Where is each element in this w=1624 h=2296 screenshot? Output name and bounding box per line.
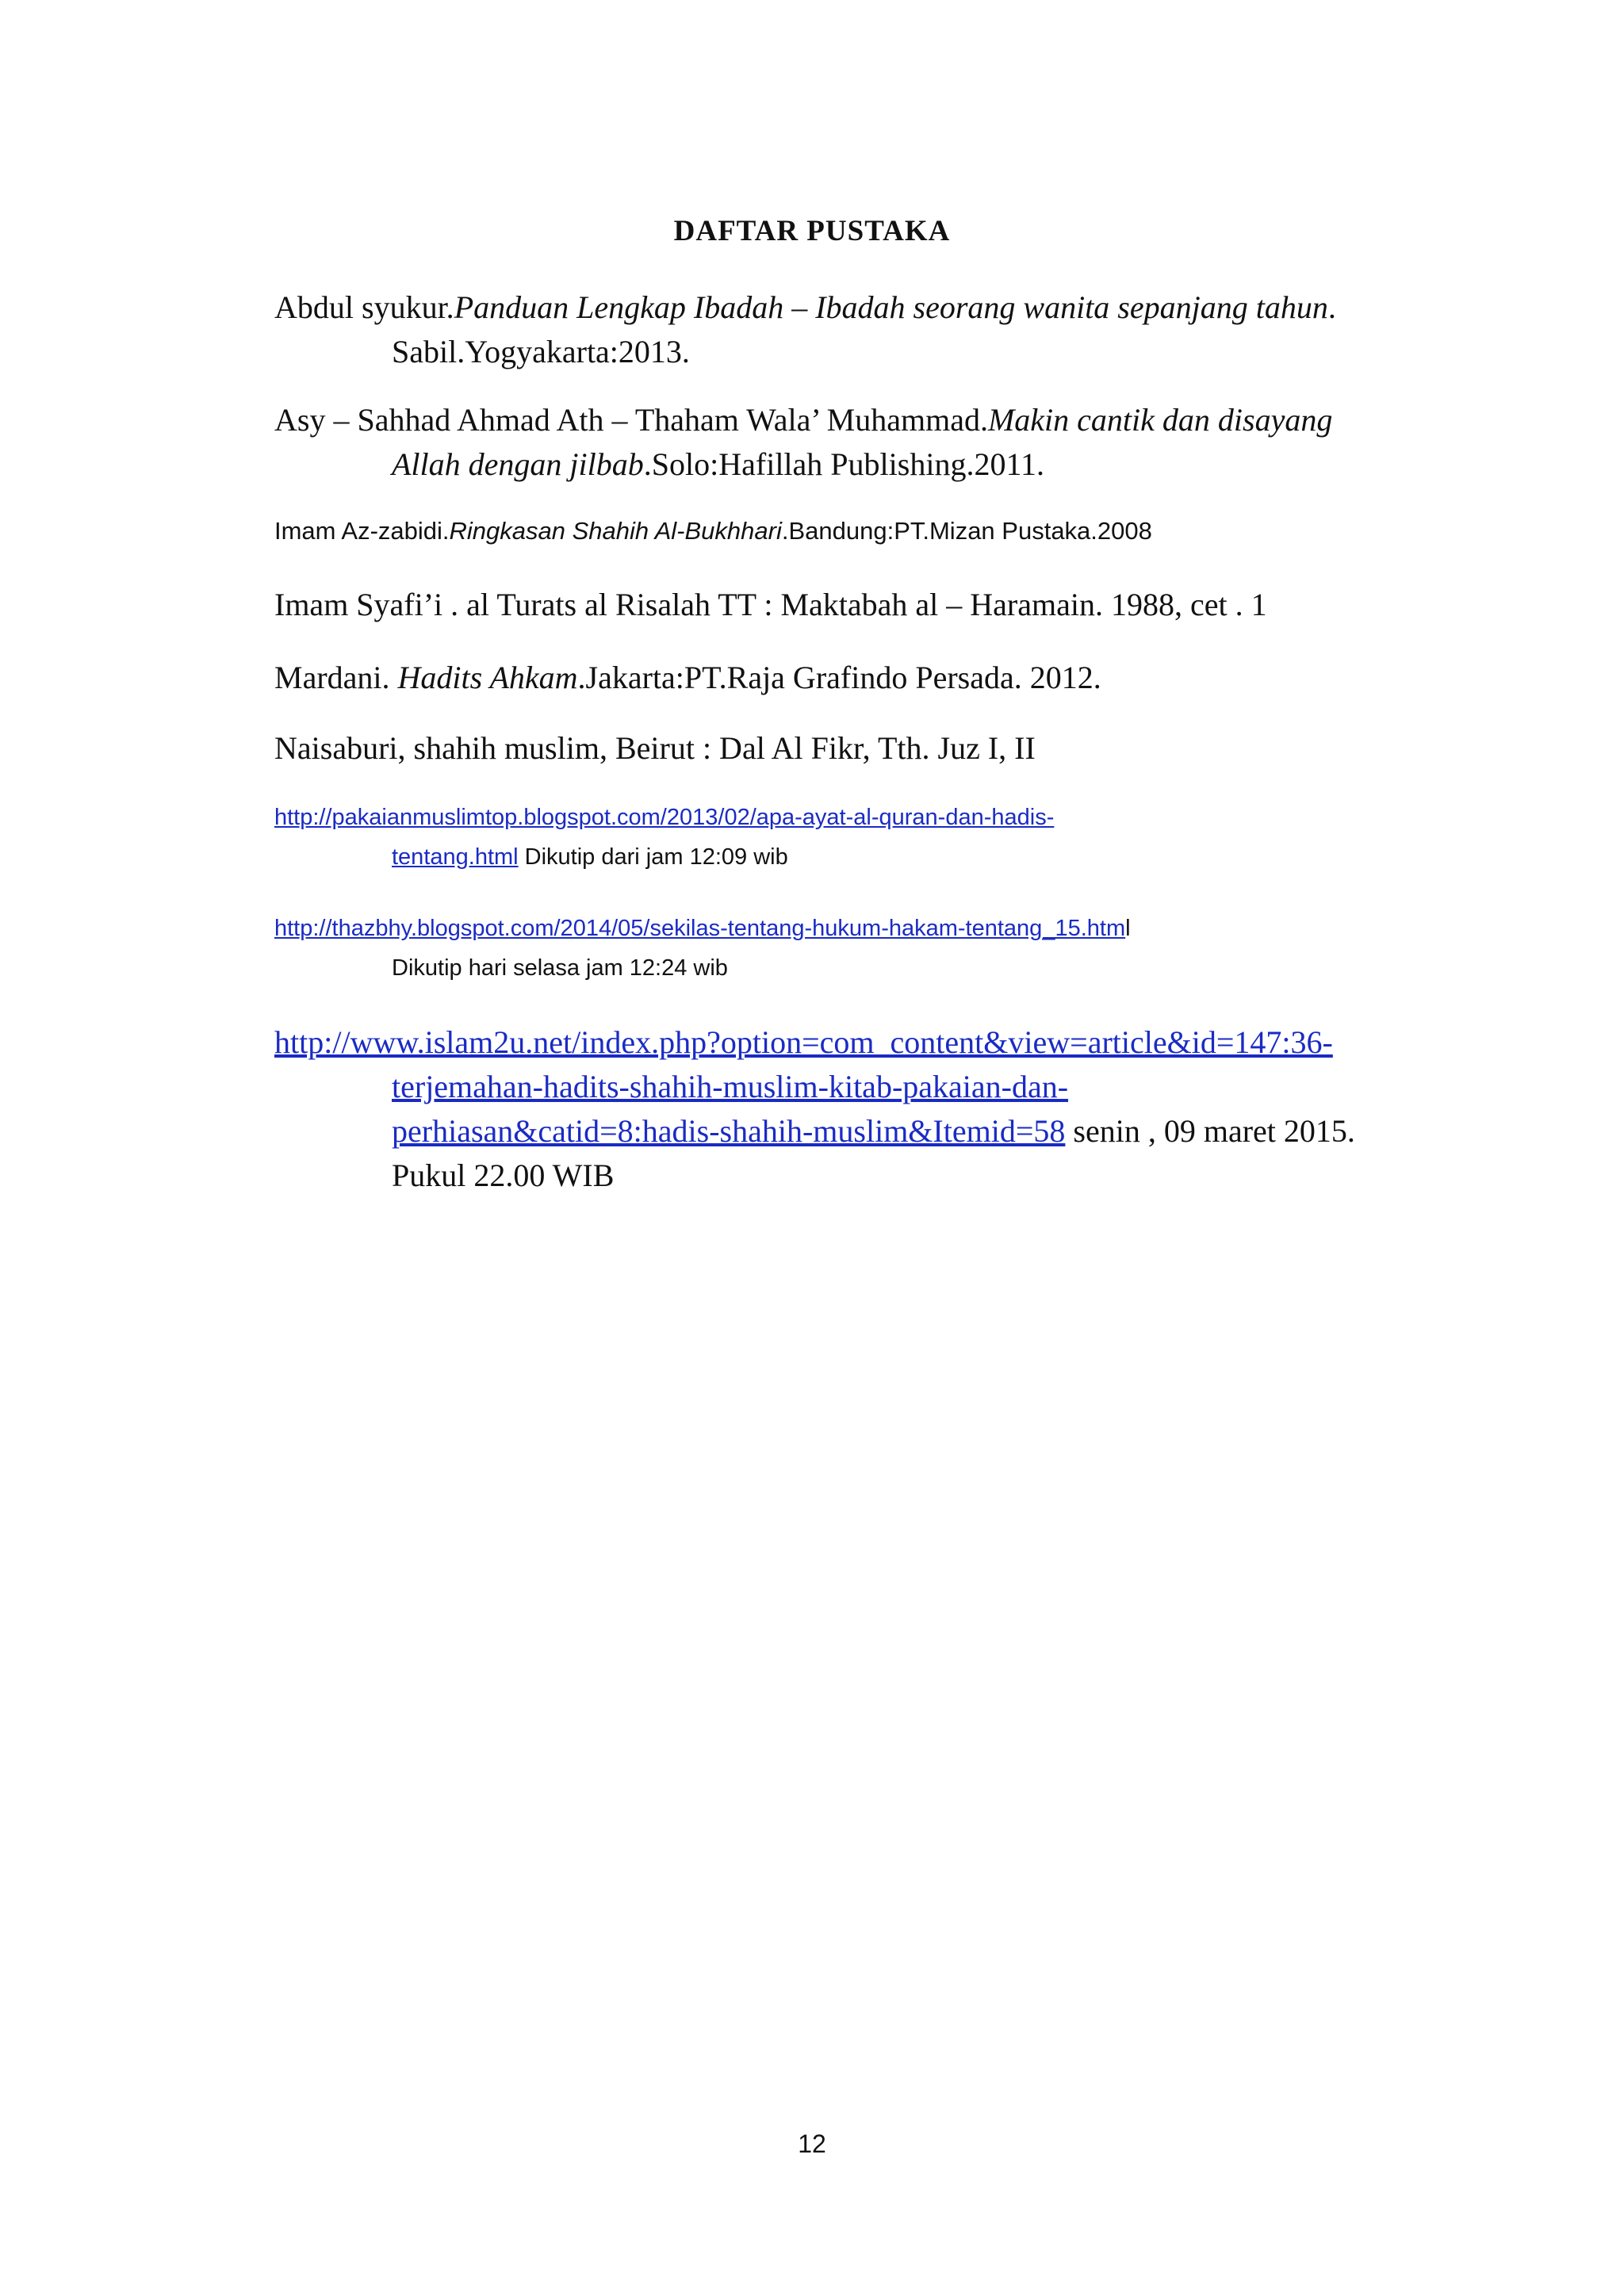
entry-publisher: .Jakarta:PT.Raja Grafindo Persada. 2012. [577, 660, 1101, 695]
reference-entry-2 [274, 398, 1400, 487]
page-number: 12 [798, 2130, 826, 2158]
reference-entry-5 [274, 656, 1400, 700]
entry-author: Imam Az-zabidi. [274, 517, 450, 545]
entry-title: Makin cantik dan disayang [987, 402, 1333, 438]
entry-title: Ringkasan Shahih Al-Bukhhari [449, 517, 782, 545]
entry-author: Mardani. [274, 660, 398, 695]
reference-link[interactable]: tentang.html [392, 844, 519, 870]
entry-publisher: .Solo:Hafillah Publishing.2011. [643, 446, 1044, 482]
entry-author: Abdul syukur. [274, 289, 454, 325]
entry-title: Panduan Lengkap Ibadah – Ibadah seorang wanita sepanjang tahun [454, 289, 1328, 325]
reference-entry-7 [274, 798, 1400, 877]
reference-entry-4: Imam Syafi’i . al Turats al Risalah TT : Maktabah al – Haramain. 1988, cet . 1 [274, 587, 1267, 622]
reference-entry-1: Abdul syukur.Panduan Lengkap Ibadah – Ibadah seorang wanita sepanjang tahun. Sabil.Yogyakarta:2013. [274, 285, 1400, 374]
entry-title: Allah dengan jilbab [392, 446, 644, 482]
access-note: Dikutip hari selasa jam 12:24 wib [392, 955, 728, 981]
reference-entry-6: Naisaburi, shahih muslim, Beirut : Dal Al Fikr, Tth. Juz I, II [274, 730, 1036, 766]
entry-publisher: Sabil.Yogyakarta:2013. [392, 334, 690, 369]
entry-author: Asy – Sahhad Ahmad Ath – Thaham Wala’ Muhammad. [274, 402, 988, 438]
reference-entry-9 [274, 1020, 1400, 1198]
reference-link[interactable]: perhiasan&catid=8:hadis-shahih-muslim&Itemid=58 [392, 1113, 1066, 1149]
reference-link[interactable]: http://thazbhy.blogspot.com/2014/05/sekilas-tentang-hukum-hakam-tentang_15.htm [274, 916, 1126, 941]
reference-entry-8: http://thazbhy.blogspot.com/2014/05/sekilas-tentang-hukum-hakam-tentang_15.html Dikutip hari selasa jam 12:24 wib [274, 909, 1400, 988]
reference-entry-3 [274, 512, 1400, 550]
entry-publisher: .Bandung:PT.Mizan Pustaka.2008 [781, 517, 1152, 545]
access-note: senin , 09 maret 2015. [1065, 1113, 1355, 1149]
entry-title: Hadits Ahkam [397, 660, 578, 695]
reference-link[interactable]: http://www.islam2u.net/index.php?option=com_content&view=article&id=147:36- [274, 1024, 1333, 1060]
page-title: DAFTAR PUSTAKA [673, 215, 951, 247]
reference-link[interactable]: terjemahan-hadits-shahih-muslim-kitab-pakaian-dan- [392, 1069, 1069, 1104]
reference-link[interactable]: http://pakaianmuslimtop.blogspot.com/2013/02/apa-ayat-al-quran-dan-hadis- [274, 805, 1055, 830]
access-note: Dikutip dari jam 12:09 wib [518, 844, 788, 870]
access-note: Pukul 22.00 WIB [392, 1158, 615, 1193]
